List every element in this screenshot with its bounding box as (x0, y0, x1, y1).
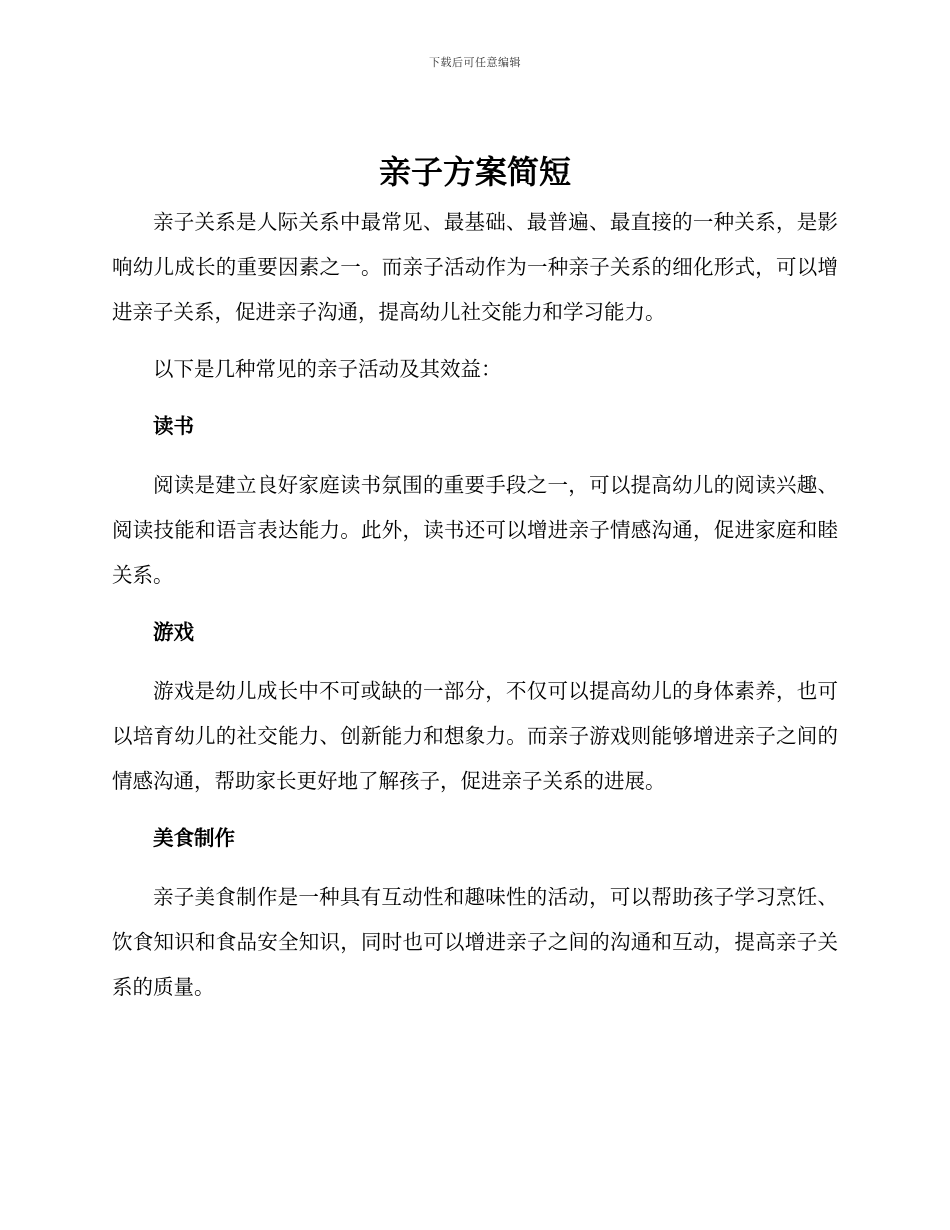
section-body-games: 游戏是幼儿成长中不可或缺的一部分，不仅可以提高幼儿的身体素养，也可以培育幼儿的社交能力、创新能力和想象力。而亲子游戏则能够增进亲子之间的情感沟通，帮助家长更好地了解孩子，促进亲子关系的进展。 (112, 679, 838, 793)
section-heading-reading: 读书 (153, 414, 194, 438)
section-heading-cooking: 美食制作 (153, 826, 235, 850)
lead-paragraph: 以下是几种常见的亲子活动及其效益： (153, 357, 502, 381)
document-body (112, 150, 838, 1022)
page-header-note: 下载后可任意编辑 (429, 56, 521, 69)
section-heading-games: 游戏 (153, 620, 194, 644)
document-title: 亲子方案简短 (378, 153, 571, 191)
section-body-reading: 阅读是建立良好家庭读书氛围的重要手段之一，可以提高幼儿的阅读兴趣、阅读技能和语言表达能力。此外，读书还可以增进亲子情感沟通，促进家庭和睦关系。 (112, 473, 838, 587)
section-body-cooking: 亲子美食制作是一种具有互动性和趣味性的活动，可以帮助孩子学习烹饪、饮食知识和食品安全知识，同时也可以增进亲子之间的沟通和互动，提高亲子关系的质量。 (112, 885, 838, 999)
intro-paragraph: 亲子关系是人际关系中最常见、最基础、最普遍、最直接的一种关系，是影响幼儿成长的重要因素之一。而亲子活动作为一种亲子关系的细化形式，可以增进亲子关系，促进亲子沟通，提高幼儿社交能力和学习能力。 (112, 210, 838, 324)
